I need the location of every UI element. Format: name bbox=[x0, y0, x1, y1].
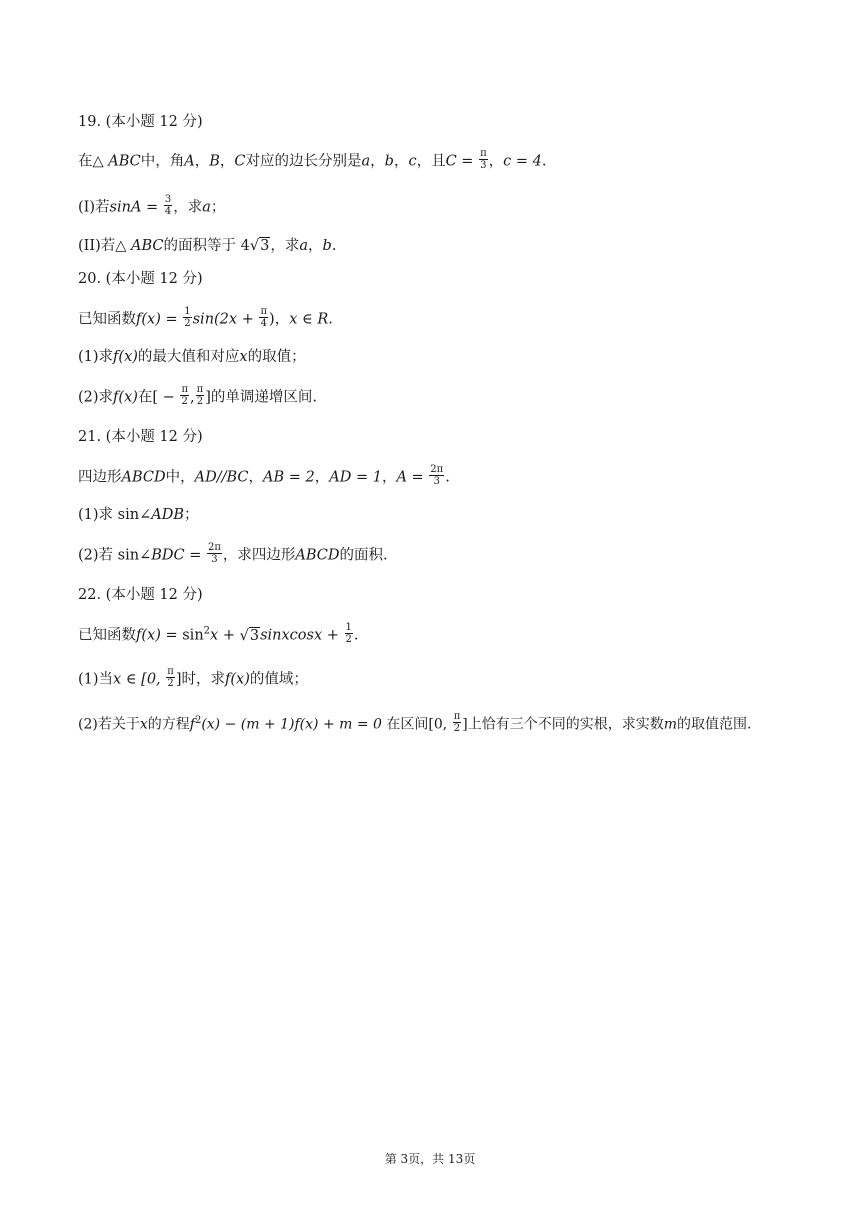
text: ， bbox=[308, 238, 323, 254]
math: f(x) bbox=[113, 389, 138, 406]
text: 中， bbox=[165, 469, 195, 486]
fraction bbox=[345, 622, 353, 645]
text: 四边形 bbox=[78, 469, 122, 486]
fraction bbox=[453, 711, 462, 734]
fraction bbox=[166, 666, 175, 689]
fraction-numerator: π bbox=[167, 666, 174, 677]
math: AD//BC bbox=[194, 469, 249, 486]
fraction-denominator: 3 bbox=[433, 476, 440, 487]
text: ，求 bbox=[270, 238, 300, 254]
fraction-denominator: 4 bbox=[260, 318, 267, 329]
text: 已知函数 bbox=[78, 627, 136, 644]
sqrt: √3 bbox=[239, 627, 260, 644]
sqrt: √3 bbox=[249, 238, 270, 254]
problem-20-part1 bbox=[78, 347, 306, 367]
sqrt-radicand: 3 bbox=[249, 627, 260, 644]
math: C bbox=[234, 153, 246, 170]
text: ， bbox=[370, 153, 385, 170]
fraction bbox=[183, 306, 191, 329]
problem-21-part1 bbox=[78, 505, 198, 525]
math: a bbox=[202, 199, 211, 216]
math: c bbox=[408, 153, 417, 170]
problem-21-stem bbox=[78, 466, 450, 489]
fraction bbox=[196, 384, 205, 407]
problem-20-header: 20. (本小题 12 分) bbox=[78, 271, 203, 287]
fraction bbox=[164, 194, 172, 217]
math: sin(2x + bbox=[192, 311, 254, 328]
math: x ∈ [0, bbox=[113, 671, 161, 688]
math: f(x) = bbox=[136, 311, 178, 328]
text: (2)若关于 bbox=[78, 716, 140, 733]
math: a bbox=[299, 238, 309, 254]
text: ； bbox=[210, 199, 226, 216]
text: ，求四边形 bbox=[222, 547, 296, 564]
text: (1)求 sin∠ bbox=[78, 507, 152, 523]
problem-19-part2 bbox=[78, 236, 336, 256]
text: ， bbox=[381, 469, 397, 486]
fraction bbox=[479, 148, 488, 171]
math: BDC = bbox=[151, 547, 202, 564]
fraction-numerator: π bbox=[453, 711, 461, 722]
text: )， bbox=[269, 311, 290, 328]
math: a bbox=[361, 153, 371, 170]
math: m bbox=[663, 716, 678, 733]
problem-22-stem bbox=[78, 624, 358, 647]
problem-22-header: 22. (本小题 12 分) bbox=[78, 587, 203, 603]
page-footer: 第 3页，共 13页 bbox=[384, 1152, 476, 1166]
math: x bbox=[139, 716, 148, 733]
math: AD = 1 bbox=[329, 469, 382, 486]
text: 在区间[0, bbox=[381, 716, 448, 733]
problem-19-part1 bbox=[78, 196, 225, 219]
problem-21-header: 21. (本小题 12 分) bbox=[78, 429, 203, 445]
text: ， bbox=[488, 153, 504, 170]
fraction-numerator: π bbox=[181, 384, 189, 395]
text: 的面积等于 4 bbox=[163, 238, 250, 254]
problem-22-part2 bbox=[78, 713, 751, 736]
text: 的面积. bbox=[339, 547, 388, 564]
fraction-numerator: 2π bbox=[430, 464, 444, 475]
superscript: 2 bbox=[194, 714, 202, 726]
fraction-numerator: π bbox=[260, 306, 268, 317]
text: (1)求 bbox=[78, 349, 114, 365]
fraction-numerator: 3 bbox=[164, 194, 172, 205]
fraction-denominator: 3 bbox=[480, 160, 487, 171]
text: (I)若 bbox=[78, 199, 110, 216]
math: ABCD bbox=[121, 469, 166, 486]
text: ， bbox=[393, 153, 409, 170]
text: sin bbox=[182, 627, 204, 644]
text: (2)求 bbox=[78, 389, 114, 406]
text: ， bbox=[194, 153, 210, 170]
fraction-denominator: 4 bbox=[164, 206, 172, 217]
fraction-denominator: 2 bbox=[181, 396, 188, 407]
math: f(x) = bbox=[136, 627, 183, 644]
problem-20-stem bbox=[78, 308, 333, 331]
math: A = bbox=[396, 469, 424, 486]
fraction bbox=[207, 542, 222, 565]
text: 在△ bbox=[78, 153, 109, 170]
text: (2)若 sin∠ bbox=[78, 547, 152, 564]
text: ， bbox=[219, 153, 235, 170]
fraction-numerator: 1 bbox=[345, 622, 352, 633]
problem-22-part1 bbox=[78, 668, 308, 691]
superscript: 2 bbox=[203, 625, 211, 637]
text: ， bbox=[248, 469, 264, 486]
text: ]上恰有三个不同的实根，求实数 bbox=[462, 716, 664, 733]
problem-21-part2 bbox=[78, 544, 388, 567]
text: ， bbox=[314, 469, 330, 486]
text: 中，角 bbox=[140, 153, 185, 170]
math: ABC bbox=[131, 238, 164, 254]
text: (II)若△ bbox=[78, 238, 132, 254]
fraction-numerator: 2π bbox=[207, 542, 221, 553]
sqrt-radicand: 3 bbox=[260, 238, 270, 254]
text: . bbox=[331, 238, 337, 254]
fraction-denominator: 2 bbox=[345, 634, 352, 645]
text: ； bbox=[183, 507, 199, 523]
text: 已知函数 bbox=[78, 311, 136, 328]
math: f(x) bbox=[225, 671, 250, 688]
text: 在[ − bbox=[137, 389, 175, 406]
problem-19-stem bbox=[78, 150, 546, 173]
fraction-denominator: 2 bbox=[184, 318, 191, 329]
text: . bbox=[353, 627, 359, 644]
text: . bbox=[541, 153, 547, 170]
text: . bbox=[328, 311, 333, 328]
text: 的最大值和对应 bbox=[137, 349, 240, 365]
math: sinxcosx + bbox=[260, 627, 339, 644]
text: ]的单调递增区间. bbox=[205, 389, 317, 406]
math: ABC bbox=[108, 153, 141, 170]
fraction-numerator: 1 bbox=[184, 306, 191, 317]
text: (1)当 bbox=[78, 671, 114, 688]
text: ]时，求 bbox=[175, 671, 226, 688]
problem-19-header: 19. (本小题 12 分) bbox=[78, 114, 203, 130]
text: 的方程 bbox=[147, 716, 190, 733]
text: 的取值； bbox=[247, 349, 306, 365]
math: c = 4 bbox=[503, 153, 542, 170]
fraction-denominator: 2 bbox=[453, 723, 461, 734]
math: (x) − (m + 1)f(x) + m = 0 bbox=[201, 716, 382, 733]
fraction-denominator: 2 bbox=[196, 396, 204, 407]
math: x bbox=[239, 349, 248, 365]
math: ADB bbox=[151, 507, 184, 523]
fraction-denominator: 3 bbox=[211, 554, 218, 565]
math: x ∈ R bbox=[289, 311, 329, 328]
text: ，且 bbox=[416, 153, 446, 170]
math: ABCD bbox=[295, 547, 340, 564]
problem-20-part2 bbox=[78, 386, 317, 409]
math: x + bbox=[210, 627, 235, 644]
math: b bbox=[322, 238, 332, 254]
text: ，求 bbox=[173, 199, 203, 216]
text: . bbox=[445, 469, 450, 486]
fraction-numerator: π bbox=[480, 148, 487, 159]
fraction bbox=[429, 464, 444, 487]
math: B bbox=[209, 153, 220, 170]
math: C = bbox=[445, 153, 474, 170]
math: sinA = bbox=[109, 199, 159, 216]
fraction bbox=[259, 306, 268, 329]
math: f(x) bbox=[113, 349, 138, 365]
math: AB = 2 bbox=[263, 469, 315, 486]
fraction bbox=[180, 384, 189, 407]
fraction-numerator: π bbox=[196, 384, 204, 395]
math: b bbox=[384, 153, 394, 170]
fraction-denominator: 2 bbox=[167, 678, 174, 689]
text: 的取值范围. bbox=[677, 716, 752, 733]
text: , bbox=[190, 389, 195, 406]
math: A bbox=[184, 153, 195, 170]
math: f bbox=[189, 716, 195, 733]
text: 对应的边长分别是 bbox=[245, 153, 362, 170]
text: 的值域； bbox=[249, 671, 308, 688]
